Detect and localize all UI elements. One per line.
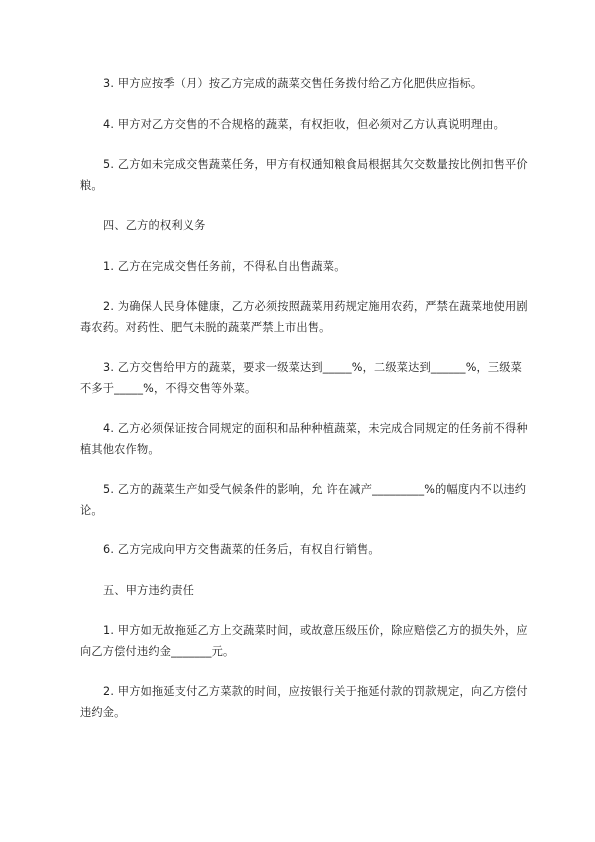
clause-3-quarterly-fertilizer: 3. 甲方应按季（月）按乙方完成的蔬菜交售任务拨付给乙方化肥供应指标。 bbox=[103, 77, 483, 90]
clause-2-payment-delay-penalty: 2. 甲方如拖延支付乙方菜款的时间，应按银行关于拖延付款的罚款规定，向乙方偿付违约金。 bbox=[80, 685, 528, 719]
clause-1-delay-penalty: 1. 甲方如无故拖延乙方上交蔬菜时间，或故意压级压价，除应赔偿乙方的损失外，应向乙方偿付违约金_______元。 bbox=[80, 624, 528, 658]
section-heading-5: 五、甲方违约责任 bbox=[103, 584, 195, 597]
clause-2-pesticide-rules: 2. 为确保人民身体健康，乙方必须按照蔬菜用药规定施用农药，严禁在蔬菜地使用剧毒农药。对药性、肥气未脱的蔬菜严禁上市出售。 bbox=[80, 300, 528, 334]
clause-4-reject-substandard: 4. 甲方对乙方交售的不合规格的蔬菜，有权拒收，但必须对乙方认真说明理由。 bbox=[103, 118, 506, 131]
clause-3-grade-requirements: 3. 乙方交售给甲方的蔬菜，要求一级菜达到_____%，二级菜达到______%，三级菜不多于_____%，不得交售等外菜。 bbox=[80, 361, 523, 395]
clause-6-self-sale-right: 6. 乙方完成向甲方交售蔬菜的任务后，有权自行销售。 bbox=[103, 543, 380, 556]
clause-1-no-private-sale: 1. 乙方在完成交售任务前，不得私自出售蔬菜。 bbox=[103, 260, 346, 273]
clause-5-deduct-grain: 5. 乙方如未完成交售蔬菜任务，甲方有权通知粮食局根据其欠交数量按比例扣售平价粮。 bbox=[80, 158, 528, 192]
clause-5-weather-reduction: 5. 乙方的蔬菜生产如受气候条件的影响，允 许在减产_________%的幅度内不以违约论。 bbox=[80, 483, 527, 517]
section-heading-4: 四、乙方的权利义务 bbox=[103, 219, 206, 232]
clause-4-planting-area: 4. 乙方必须保证按合同规定的面积和品种种植蔬菜，未完成合同规定的任务前不得种植其他农作物。 bbox=[80, 422, 528, 456]
